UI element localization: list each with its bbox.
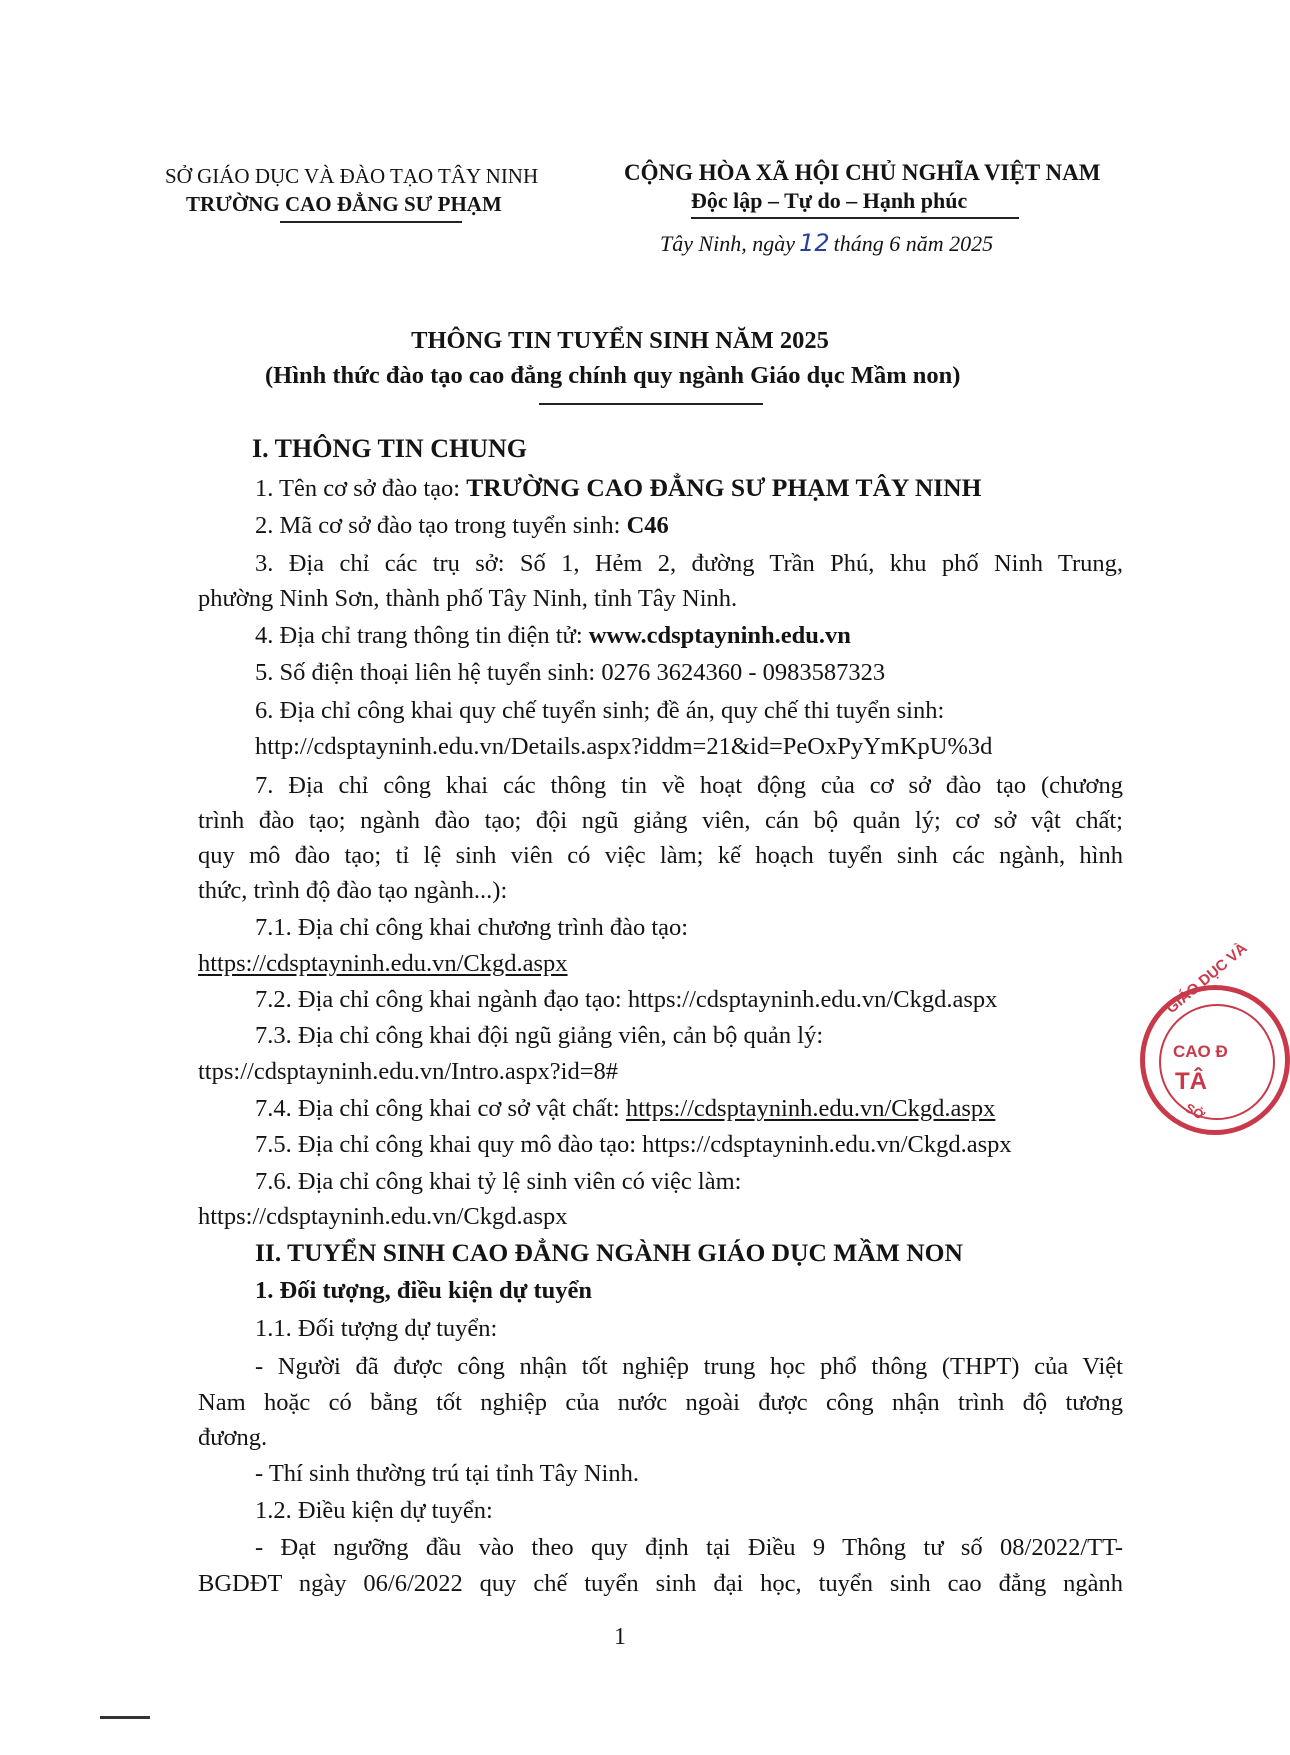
item-6-link[interactable]: http://cdsptayninh.edu.vn/Details.aspx?iddm=21&id=PeOxPyYmKpU%3d	[255, 733, 993, 760]
item-2-label: 2. Mã cơ sở đào tạo trong tuyển sinh:	[255, 512, 627, 539]
national-motto: Độc lập – Tự do – Hạnh phúc	[691, 188, 968, 213]
item-7-line3: quy mô đào tạo; tỉ lệ sinh viên có việc làm; kế hoạch tuyển sinh các ngành, hình	[198, 842, 1123, 869]
item-6-line1: 6. Địa chỉ công khai quy chế tuyển sinh; đề án, quy chế thi tuyển sinh:	[255, 697, 945, 724]
para-1-line1: - Người đã được công nhận tốt nghiệp trung học phổ thông (THPT) của Việt	[255, 1353, 1123, 1380]
section1-heading: I. THÔNG TIN CHUNG	[252, 434, 527, 463]
date-suffix: tháng 6 năm 2025	[833, 231, 994, 256]
item-4-label: 4. Địa chỉ trang thông tin điện tử:	[255, 622, 589, 649]
para-1-line2: Nam hoặc có bằng tốt nghiệp của nước ngoài được công nhận trình độ tương	[198, 1389, 1123, 1416]
item-7-line4: thức, trình độ đào tạo ngành...):	[198, 877, 508, 904]
doc-subtitle: (Hình thức đào tạo cao đẳng chính quy ngành Giáo dục Mầm non)	[265, 362, 961, 389]
stamp-inner-ring	[1159, 1004, 1275, 1120]
subsection-1-2: 1.2. Điều kiện dự tuyển:	[255, 1497, 493, 1524]
date-prefix: Tây Ninh, ngày	[660, 231, 796, 256]
stamp-center-text-2: TÂ	[1175, 1068, 1207, 1095]
item-7-1-line1: 7.1. Địa chỉ công khai chương trình đào tạo:	[255, 914, 689, 941]
item-1-label: 1. Tên cơ sở đào tạo:	[255, 475, 467, 502]
item-7-line2: trình đào tạo; ngành đào tạo; đội ngũ giảng viên, cán bộ quản lý; cơ sở vật chất;	[198, 807, 1123, 834]
title-underline	[539, 403, 763, 405]
item-7-3-line1: 7.3. Địa chỉ công khai đội ngũ giảng viên, cản bộ quản lý:	[255, 1022, 824, 1049]
item-1	[255, 473, 981, 503]
item-7-4-link[interactable]: https://cdsptayninh.edu.vn/Ckgd.aspx	[625, 1095, 996, 1122]
doc-title: THÔNG TIN TUYỂN SINH NĂM 2025	[411, 327, 829, 354]
school-underline	[280, 221, 462, 223]
item-7-4-label: 7.4. Địa chỉ công khai cơ sở vật chất:	[255, 1095, 626, 1122]
item-1-value: TRƯỜNG CAO ĐẲNG SƯ PHẠM TÂY NINH	[466, 473, 982, 502]
item-4	[255, 622, 851, 650]
country-name: CỘNG HÒA XÃ HỘI CHỦ NGHĨA VIỆT NAM	[624, 160, 1101, 185]
para-3-line1: - Đạt ngưỡng đầu vào theo quy định tại Điều 9 Thông tư số 08/2022/TT-	[255, 1534, 1123, 1561]
para-3-line2: BGDĐT ngày 06/6/2022 quy chế tuyển sinh đại học, tuyển sinh cao đẳng ngành	[198, 1570, 1123, 1597]
item-3-line2: phường Ninh Sơn, thành phố Tây Ninh, tỉnh Tây Ninh.	[198, 585, 738, 612]
page-number: 1	[614, 1624, 626, 1650]
stamp-arc-text: GIÁO DỤC VÀ	[1163, 939, 1251, 1018]
item-2-value: C46	[626, 512, 669, 539]
item-3-line1: 3. Địa chỉ các trụ sở: Số 1, Hẻm 2, đường Trần Phú, khu phố Ninh Trung,	[255, 550, 1123, 577]
date-day-handwritten: 12	[799, 229, 830, 257]
item-7-2: 7.2. Địa chỉ công khai ngành đạo tạo: https://cdsptayninh.edu.vn/Ckgd.aspx	[255, 986, 998, 1013]
date-line	[660, 229, 993, 257]
item-4-website[interactable]: www.cdsptayninh.edu.vn	[588, 622, 851, 649]
item-7-5: 7.5. Địa chỉ công khai quy mô đào tạo: https://cdsptayninh.edu.vn/Ckgd.aspx	[255, 1131, 1012, 1158]
item-7-6-line1: 7.6. Địa chỉ công khai tỷ lệ sinh viên có việc làm:	[255, 1168, 742, 1195]
item-7-4	[255, 1095, 995, 1123]
item-7-6-link[interactable]: https://cdsptayninh.edu.vn/Ckgd.aspx	[198, 1203, 568, 1230]
para-2: - Thí sinh thường trú tại tỉnh Tây Ninh.	[255, 1460, 639, 1487]
item-5: 5. Số điện thoại liên hệ tuyển sinh: 0276 3624360 - 0983587323	[255, 659, 886, 686]
stamp-center-text-1: CAO Đ	[1173, 1042, 1228, 1061]
school-name: TRƯỜNG CAO ĐẲNG SƯ PHẠM	[186, 192, 502, 216]
scan-mark	[100, 1716, 150, 1719]
item-7-3-link[interactable]: ttps://cdsptayninh.edu.vn/Intro.aspx?id=8#	[198, 1058, 619, 1085]
subsection-1-1: 1.1. Đối tượng dự tuyển:	[255, 1315, 498, 1342]
motto-underline	[691, 217, 1019, 219]
item-7-line1: 7. Địa chỉ công khai các thông tin về hoạt động của cơ sở đào tạo (chương	[255, 772, 1123, 799]
section2-heading: II. TUYỂN SINH CAO ĐẲNG NGÀNH GIÁO DỤC MẦM NON	[255, 1238, 963, 1267]
subsection-1-heading: 1. Đối tượng, điều kiện dự tuyển	[255, 1277, 593, 1304]
item-2	[255, 512, 669, 540]
para-1-line3: đương.	[198, 1424, 268, 1451]
item-7-1-link[interactable]: https://cdsptayninh.edu.vn/Ckgd.aspx	[198, 950, 568, 977]
official-stamp	[1140, 939, 1290, 1135]
department-name: SỞ GIÁO DỤC VÀ ĐÀO TẠO TÂY NINH	[165, 164, 539, 188]
stamp-bottom-text: SỞ	[1182, 1100, 1208, 1123]
